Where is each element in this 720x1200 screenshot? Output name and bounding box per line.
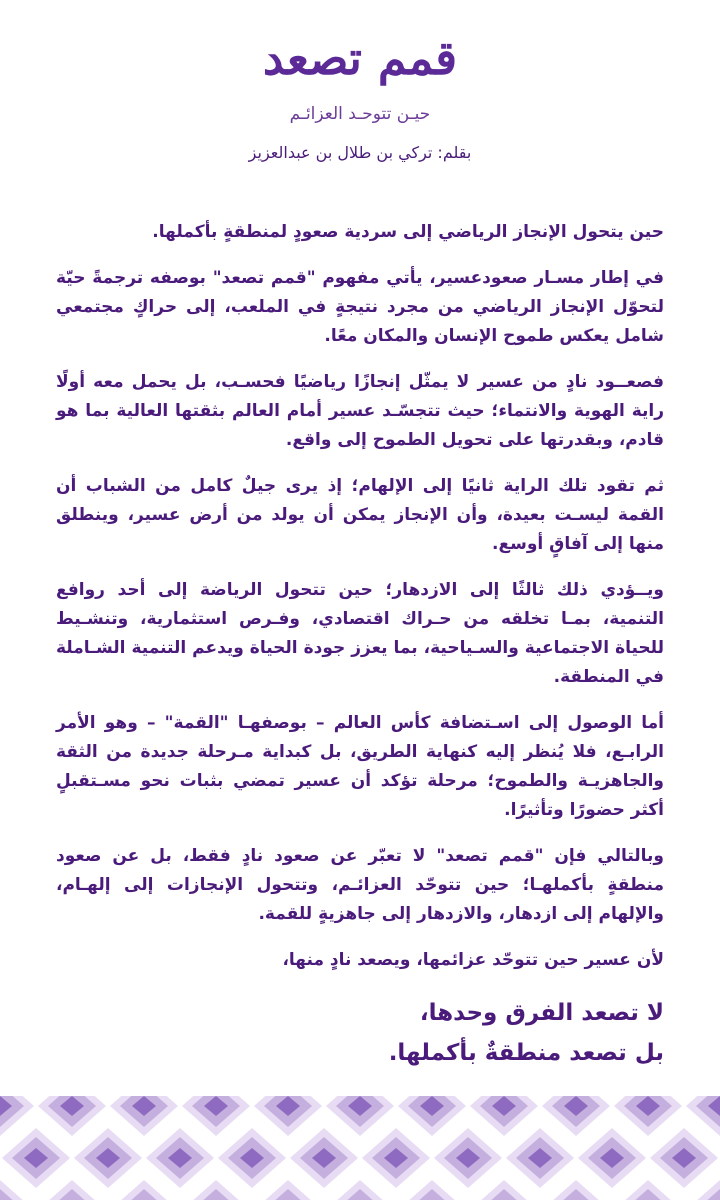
author-byline: بقلم: تركي بن طلال بن عبدالعزيز xyxy=(248,143,472,162)
closing-line-2: بل تصعد منطقةٌ بأكملها. xyxy=(388,1040,664,1066)
paragraph-4: ويــؤدي ذلك ثالثًا إلى الازدهار؛ حين تتحول الرياضة إلى أحد روافع التنمية، بمـا تخلقه من حـراك اقتصادي، وفـرص استثمارية، وتنشـيط للحياة الاجتماعية والسـياحية، بما يعزز جودة الحياة ويدعم التنمية الشـاملة في المنطقة. xyxy=(56,580,664,687)
paragraph-2: فصعــود نادٍ من عسير لا يمثّل إنجازًا رياضيًا فحسـب، بل يحمل معه أولًا راية الهوية والانتماء؛ حيث تتجسّـد عسير أمام العالم بثقتها العالية بما هو قادم، وبقدرتها على تحويل الطموح إلى واقع. xyxy=(56,372,664,450)
paragraph-3: ثم تقود تلك الراية ثانيًا إلى الإلهام؛ إذ يرى جيلٌ كامل من الشباب أن القمة ليسـت بعيدة، وأن الإنجاز يمكن أن يولد من أرض عسير، وينطلق منها إلى آفاقٍ أوسع. xyxy=(56,476,664,554)
paragraph-1: في إطار مسـار صعودعسير، يأتي مفهوم "قمم تصعد" بوصفه ترجمةً حيّة لتحوّل الإنجاز الرياضي من مجرد نتيجةٍ في الملعب، إلى حراكٍ مجتمعي شامل يعكس طموح الإنسان والمكان معًا. xyxy=(56,268,664,346)
closing-statement xyxy=(56,993,664,1073)
article-body xyxy=(56,218,664,1073)
paragraph-6: وبالتالي فإن "قمم تصعد" لا تعبّر عن صعود نادٍ فقط، بل عن صعود منطقةٍ بأكملهـا؛ حين تتوحّد العزائـم، وتتحول الإنجازات إلى إلهـام، والإلهام إلى ازدهار، والازدهار إلى جاهزيةٍ للقمة. xyxy=(56,846,664,924)
paragraph-intro: حين يتحول الإنجاز الرياضي إلى سردية صعودٍ لمنطقةٍ بأكملها. xyxy=(152,222,664,242)
logo-text: قمم تصعد xyxy=(262,31,458,85)
subtitle: حيـن تتوحـد العزائـم xyxy=(289,104,431,124)
sadu-diamond-pattern-icon xyxy=(0,1096,720,1200)
closing-line-1: لا تصعد الفرق وحدها، xyxy=(419,1000,664,1026)
page-header xyxy=(0,0,720,180)
paragraph-5: أما الوصول إلى اسـتضافة كأس العالم – بوصفهـا "القمة" – وهو الأمر الرابـع، فلا يُنظر إليه كنهاية الطريق، بل كبداية مـرحلة جديدة من الثقة والجاهزيـة والطموح؛ مرحلة تؤكد أن عسير تمضي بثبات نحو مسـتقبلٍ أكثر حضورًا وتأثيرًا. xyxy=(56,713,664,820)
calligraphy-logo-icon xyxy=(240,14,480,94)
paragraph-7: لأن عسير حين تتوحّد عزائمها، ويصعد نادٍ منها، xyxy=(282,950,664,970)
